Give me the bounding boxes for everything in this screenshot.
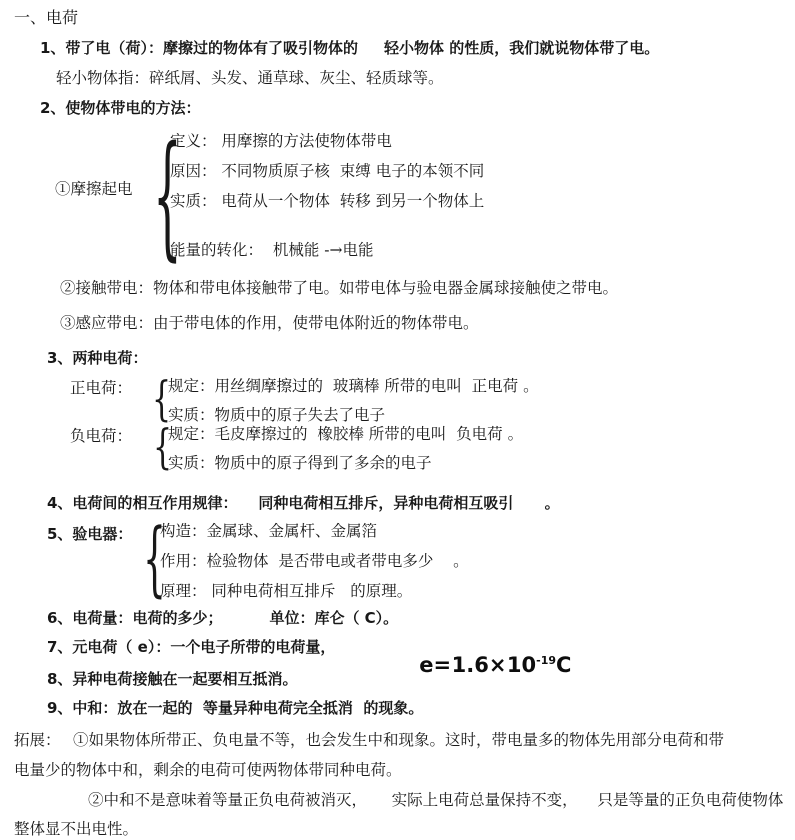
contact-charge-line: ②接触带电：物体和带电体接触带了电。如带电体与验电器金属球接触使之带电。 [60, 279, 619, 297]
item-3-label: 3、两种电荷： [47, 349, 148, 367]
item-1-label: 1、带了电（荷）：摩擦过的物体有了吸引物体的 轻小物体 的性质，我们就说物体带了电。 [40, 39, 660, 57]
item-1-sub: 轻小物体指：碎纸屑、头发、通草球、灰尘、轻质球等。 [56, 69, 444, 87]
electroscope-row-0: 构造：金属球、金属杆、金属箔 [160, 522, 378, 540]
item-2-label: 2、使物体带电的方法： [40, 99, 201, 117]
formula-times-icon: × [488, 653, 507, 677]
item-9-label: 9、中和：放在一起的 等量异种电荷完全抵消 的现象。 [47, 699, 424, 717]
positive-charge-row-0: 规定：用丝绸摩擦过的 玻璃棒 所带的电叫 正电荷 。 [168, 377, 539, 395]
electroscope-row-2: 原理： 同种电荷相互排斥 的原理。 [160, 582, 413, 600]
negative-charge-row-1: 实质：物质中的原子得到了多余的电子 [168, 454, 432, 472]
electroscope-title: 5、验电器： [47, 525, 133, 543]
friction-row-2: 实质： 电荷从一个物体 转移 到另一个物体上 [170, 192, 485, 210]
extension-point1-line2: 电量少的物体中和，剩余的电荷可使两物体带同种电荷。 [14, 761, 402, 779]
item-8-label: 8、异种电荷接触在一起要相互抵消。 [47, 670, 298, 688]
item-4-label: 4、电荷间的相互作用规律： 同种电荷相互排斥，异种电荷相互吸引 。 [47, 494, 560, 512]
formula-unit: C [556, 653, 572, 677]
positive-charge-brace-icon: { [152, 372, 172, 427]
electroscope-row-1: 作用：检验物体 是否带电或者带电多少 。 [160, 552, 469, 570]
negative-charge-brace-icon: { [153, 420, 173, 475]
formula-symbol-e: e [419, 653, 434, 677]
positive-charge-title: 正电荷： [70, 379, 133, 397]
formula-base: 10 [506, 653, 537, 677]
formula-mantissa: 1.6 [451, 653, 489, 677]
extension-point2-line2: 整体显不出电性。 [14, 820, 139, 838]
induction-charge-line: ③感应带电：由于带电体的作用，使带电体附近的物体带电。 [60, 314, 479, 332]
friction-row-0: 定义： 用摩擦的方法使物体带电 [170, 132, 392, 150]
item-7-label: 7、元电荷（ e）：一个电子所带的电荷量， [47, 638, 336, 656]
formula-equals: = [433, 653, 452, 677]
negative-charge-title: 负电荷： [70, 427, 133, 445]
friction-brace-icon: { [153, 116, 182, 275]
friction-row-3: 能量的转化： 机械能 -→电能 [170, 241, 374, 259]
friction-row-1: 原因： 不同物质原子核 束缚 电子的本领不同 [170, 162, 485, 180]
item-6-label: 6、电荷量：电荷的多少； 单位：库仑（ C）。 [47, 609, 399, 627]
negative-charge-row-0: 规定：毛皮摩擦过的 橡胶棒 所带的电叫 负电荷 。 [168, 425, 524, 443]
formula-exponent: -19 [536, 654, 557, 667]
friction-title: ①摩擦起电 [55, 180, 133, 198]
extension-label: 拓展： [14, 731, 61, 749]
extension-point2-line1: ②中和不是意味着等量正负电荷被消灭， 实际上电荷总量保持不变， 只是等量的正负电荷使物体 [88, 791, 784, 809]
electroscope-brace-icon: { [143, 511, 166, 606]
section-title: 一、电荷 [14, 8, 79, 27]
elementary-charge-formula [390, 634, 572, 697]
positive-charge-row-1: 实质：物质中的原子失去了电子 [168, 406, 386, 424]
extension-point1-line1: ①如果物体所带正、负电量不等，也会发生中和现象。这时，带电量多的物体先用部分电荷和带 [73, 731, 725, 749]
